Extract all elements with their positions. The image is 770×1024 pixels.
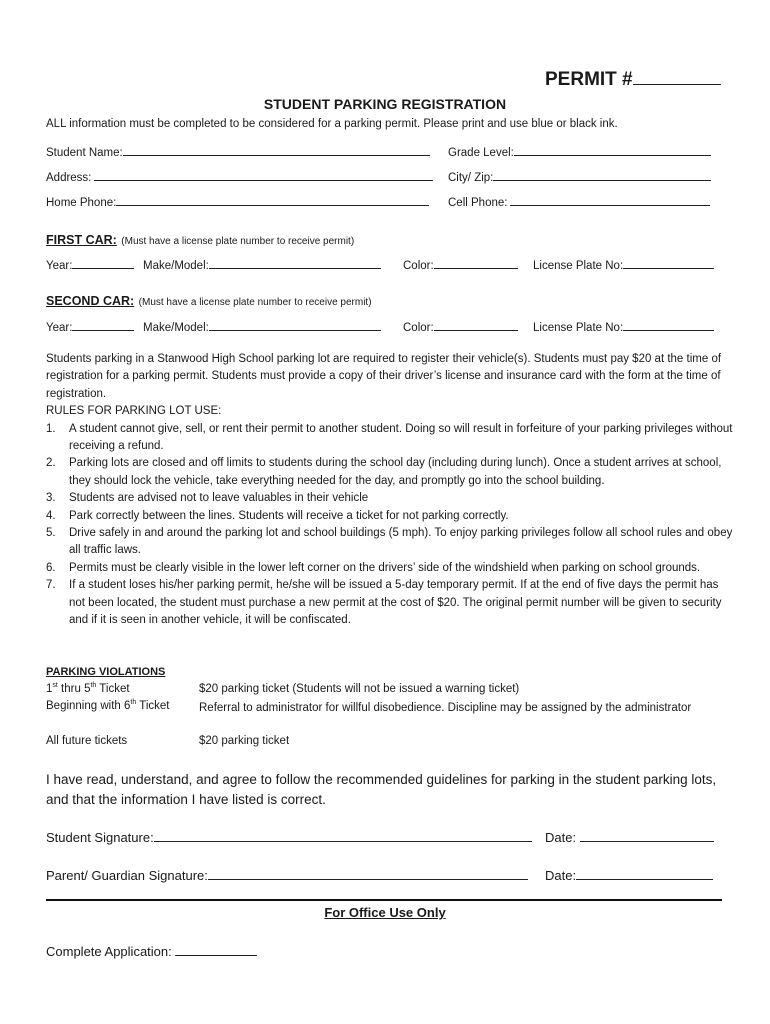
parent-date-blank[interactable] [576,866,713,880]
rule-item: 1. A student cannot give, sell, or rent their permit to another student. Doing so will result in forfeiture of your parking privileges without receiving a refund. [46,422,733,453]
instructions-text: ALL information must be completed to be considered for a parking permit. Please print and use blue or black ink. [46,118,618,130]
agreement-statement: I have read, understand, and agree to follow the recommended guidelines for parking in the student parking lots, and that the information I have listed is correct. [46,772,717,807]
office-divider [46,899,722,901]
first-car-year-field: Year: [46,257,134,272]
violation-row-2-desc: Referral to administrator for willful disobedience. Discipline may be assigned by the administrator [199,702,692,714]
first-car-plate-blank[interactable] [623,257,714,269]
cell-phone-blank[interactable] [510,194,710,206]
permit-label-text: PERMIT # [545,69,633,90]
parent-date-field: Date: [545,866,713,883]
first-car-make-model-field: Make/Model: [143,257,381,272]
city-zip-field: City/ Zip: [448,169,711,184]
second-car-plate-field: License Plate No: [533,319,714,334]
home-phone-blank[interactable] [116,194,429,206]
violation-row-3-label: All future tickets [46,735,128,747]
permit-number-label [545,68,721,91]
grade-level-field: Grade Level: [448,144,711,159]
intro-paragraph: Students parking in a Stanwood High School parking lot are required to register their vehicle(s). Students must pay $20 at the time of registration for a parking permit. Students must provide a copy of their driver’s license and insurance card with the form at the time of registration. [46,353,722,400]
student-signature-blank[interactable] [154,828,532,842]
page-title: STUDENT PARKING REGISTRATION [263,96,507,112]
rule-item: 6. Permits must be clearly visible in the lower left corner on the drivers’ side of the windshield when parking on school grounds. [46,561,701,574]
student-date-blank[interactable] [580,828,714,842]
violations-heading: PARKING VIOLATIONS [46,666,166,678]
parent-signature-blank[interactable] [208,866,528,880]
address-field: Address: [46,169,433,184]
first-car-color-field: Color: [403,257,518,272]
second-car-plate-blank[interactable] [623,319,714,331]
second-car-year-field: Year: [46,319,134,334]
violation-row-1-desc: $20 parking ticket (Students will not be issued a warning ticket) [199,683,520,695]
second-car-color-field: Color: [403,319,518,334]
city-zip-blank[interactable] [493,169,711,181]
rule-item: 4. Park correctly between the lines. Students will receive a ticket for not parking correctly. [46,509,509,522]
violation-row-2-label: Beginning with 6th Ticket [46,699,170,712]
second-car-year-blank[interactable] [72,319,134,331]
rule-item: 5. Drive safely in and around the parking lot and school buildings (5 mph). To enjoy parking privileges follow all school rules and obey all traffic laws. [46,527,733,557]
second-car-heading: SECOND CAR: (Must have a license plate number to receive permit) [46,294,372,308]
first-car-plate-field: License Plate No: [533,257,714,272]
rule-item: 7. If a student loses his/her parking permit, he/she will be issued a 5-day temporary permit. If at the end of five days the permit has not been located, the student must purchase a new permit at the cost of $20. The original permit number will be given to security and if it is seen in another vehicle, it will be confiscated. [46,579,722,627]
violation-row-3-desc: $20 parking ticket [199,735,290,747]
rule-item: 2. Parking lots are closed and off limits to students during the school day (including during lunch). Once a student arrives at school, they should lock the vehicle, take everything needed for the day, and promptly go into the school building. [46,457,722,487]
violation-row-1-label: 1st thru 5th Ticket [46,682,130,695]
rules-heading: RULES FOR PARKING LOT USE: [46,405,222,418]
first-car-color-blank[interactable] [434,257,518,269]
rules-section [46,351,736,630]
first-car-year-blank[interactable] [72,257,134,269]
second-car-make-model-field: Make/Model: [143,319,381,334]
student-date-field: Date: [545,828,714,845]
complete-application-blank[interactable] [175,942,257,956]
rule-item: 3. Students are advised not to leave valuables in their vehicle [46,492,369,505]
student-signature-field: Student Signature: [46,828,532,845]
first-car-heading: FIRST CAR: (Must have a license plate number to receive permit) [46,233,355,247]
student-name-blank[interactable] [123,144,430,156]
parent-signature-field: Parent/ Guardian Signature: [46,866,528,883]
cell-phone-field: Cell Phone: [448,194,710,209]
grade-level-blank[interactable] [514,144,711,156]
permit-number-blank[interactable] [633,68,721,85]
first-car-make-model-blank[interactable] [209,257,381,269]
address-blank[interactable] [94,169,433,181]
rules-list [46,421,736,630]
second-car-color-blank[interactable] [434,319,518,331]
office-use-heading: For Office Use Only [324,905,446,920]
home-phone-field: Home Phone: [46,194,429,209]
complete-application-field: Complete Application: [46,942,257,959]
second-car-make-model-blank[interactable] [209,319,381,331]
student-name-field: Student Name: [46,144,430,159]
